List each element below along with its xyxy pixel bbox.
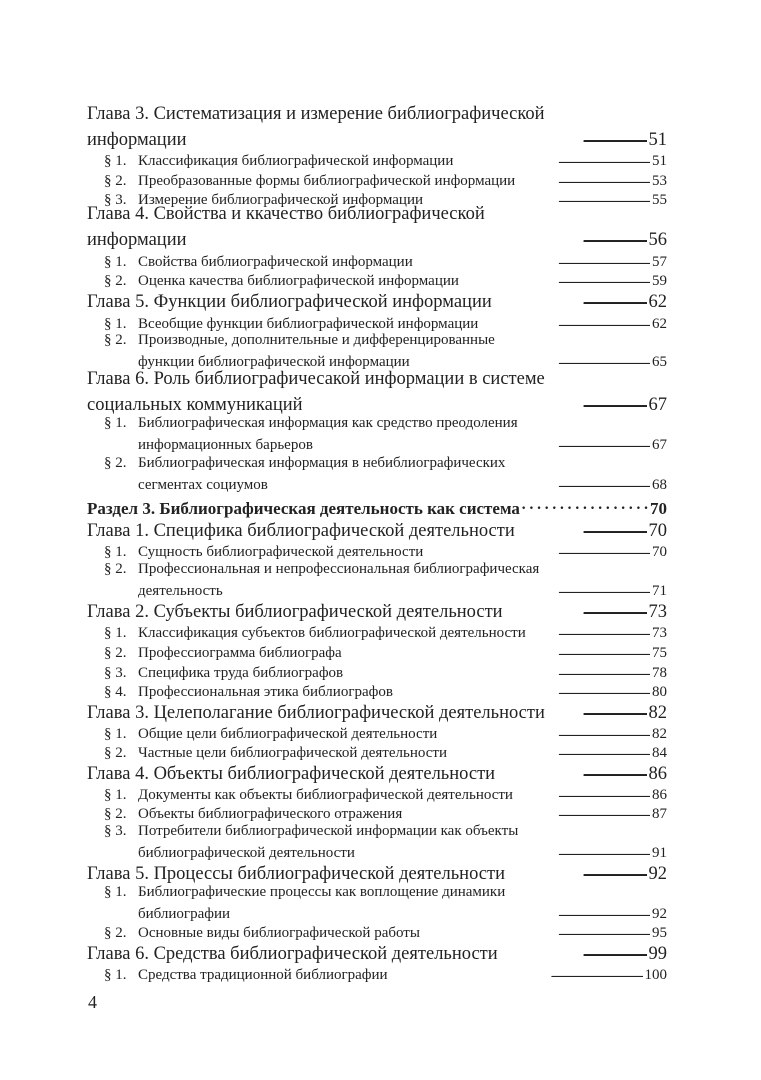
toc-section-entry[interactable] xyxy=(87,150,667,170)
dot-leader xyxy=(225,580,650,595)
page-ref: 80 xyxy=(652,684,667,700)
toc-entry-title xyxy=(104,153,453,170)
entry-text: Библиографическая информация в небиблиографических xyxy=(138,455,506,471)
toc-entry-title xyxy=(104,823,518,840)
section-number: § 2. xyxy=(104,561,127,577)
toc-section-entry[interactable] xyxy=(87,541,667,561)
toc-section-entry[interactable] xyxy=(87,642,667,662)
dot-leader xyxy=(232,903,650,918)
dot-leader xyxy=(422,922,650,937)
toc-entry-title xyxy=(104,884,505,901)
toc-entry-title xyxy=(104,625,526,642)
entry-text: Свойства библиографической информации xyxy=(138,254,413,270)
dot-leader xyxy=(547,699,647,718)
toc-entry-title xyxy=(138,906,230,923)
dot-leader xyxy=(305,391,647,410)
toc-entry-title xyxy=(104,415,518,432)
page-ref: 92 xyxy=(652,906,667,922)
section-number: § 3. xyxy=(104,823,127,839)
dot-leader xyxy=(270,474,650,489)
page-ref: 53 xyxy=(652,173,667,189)
toc-chapter-entry[interactable] xyxy=(87,760,667,785)
toc-section-entry[interactable] xyxy=(87,903,667,923)
entry-text: Глава 2. Субъекты библиографической деятельности xyxy=(87,601,503,622)
entry-text: сегментах социумов xyxy=(138,477,268,493)
page-ref: 70 xyxy=(650,499,667,518)
section-number: § 1. xyxy=(104,726,127,742)
page-ref: 78 xyxy=(652,665,667,681)
entry-text: Глава 4. Объекты библиографической деятельности xyxy=(87,763,496,784)
toc-section-entry[interactable] xyxy=(87,662,667,682)
entry-text: Глава 6. Роль библиографичесакой информации в системе xyxy=(87,369,545,389)
dot-leader xyxy=(522,497,648,514)
section-number: § 1. xyxy=(104,884,127,900)
toc-entry-title xyxy=(87,764,495,785)
dot-leader xyxy=(344,642,650,657)
entry-text: библиографии xyxy=(138,906,231,922)
dot-leader xyxy=(415,251,650,266)
toc-entry-title xyxy=(87,602,503,623)
toc-section-entry[interactable] xyxy=(87,170,667,190)
entry-text: Всеобщие функции библиографической информации xyxy=(138,316,479,332)
dot-leader xyxy=(315,434,650,449)
entry-text: Средства традиционной библиографии xyxy=(138,967,388,983)
dot-leader xyxy=(449,742,650,757)
toc-entry-title xyxy=(138,437,313,454)
toc-section-entry[interactable] xyxy=(87,351,667,371)
dot-leader xyxy=(412,351,650,366)
section-number: § 1. xyxy=(104,415,127,431)
page-ref: 56 xyxy=(648,229,667,250)
toc-entry-title xyxy=(104,254,413,271)
dot-leader xyxy=(390,964,643,979)
toc-chapter-entry[interactable] xyxy=(87,699,667,724)
toc-section-entry[interactable] xyxy=(87,622,667,642)
entry-text: Профессиограмма библиографа xyxy=(138,645,342,661)
page-ref: 84 xyxy=(652,745,667,761)
toc-section-entry[interactable] xyxy=(87,742,667,762)
section-number: § 2. xyxy=(104,273,127,289)
toc-part-entry[interactable] xyxy=(87,497,667,519)
toc-entry-title xyxy=(104,967,388,984)
entry-text: Специфика труда библиографов xyxy=(138,665,344,681)
dot-leader xyxy=(439,723,650,738)
toc-entry-title xyxy=(104,645,342,662)
entry-text: Производные, дополнительные и дифференцированные xyxy=(138,332,495,348)
toc-chapter-entry[interactable] xyxy=(87,517,667,542)
toc-chapter-entry[interactable] xyxy=(87,126,667,151)
page-ref: 73 xyxy=(648,601,667,622)
entry-text: Частные цели библиографической деятельности xyxy=(138,745,447,761)
dot-leader xyxy=(189,226,647,245)
toc-chapter-entry[interactable] xyxy=(87,226,667,251)
toc-section-entry[interactable] xyxy=(87,415,667,432)
dot-leader xyxy=(345,662,650,677)
page-ref: 67 xyxy=(652,437,667,453)
toc-section-entry[interactable] xyxy=(87,313,667,333)
toc-chapter-entry[interactable] xyxy=(87,104,667,125)
section-number: § 1. xyxy=(104,967,127,983)
section-number: § 2. xyxy=(104,455,127,471)
toc-section-entry[interactable] xyxy=(87,842,667,862)
toc-chapter-entry[interactable] xyxy=(87,369,667,390)
entry-text: Классификация библиографической информации xyxy=(138,153,454,169)
toc-entry-title xyxy=(87,499,520,519)
toc-entry-title xyxy=(87,395,303,416)
entry-text: Профессиональная и непрофессиональная библиографическая xyxy=(138,561,540,577)
dot-leader xyxy=(505,598,647,617)
section-number: § 1. xyxy=(104,254,127,270)
entry-text: Глава 5. Процессы библиографической деятельности xyxy=(87,863,505,884)
toc-section-entry[interactable] xyxy=(87,964,667,984)
entry-text: Библиографические процессы как воплощение динамики xyxy=(138,884,506,900)
section-number: § 3. xyxy=(104,192,127,208)
page-ref: 86 xyxy=(652,787,667,803)
entry-text: Профессиональная этика библиографов xyxy=(138,684,393,700)
section-number: § 2. xyxy=(104,925,127,941)
dot-leader xyxy=(357,842,650,857)
entry-text: Основные виды библиографической работы xyxy=(138,925,420,941)
toc-section-entry[interactable] xyxy=(87,803,667,823)
toc-chapter-entry[interactable] xyxy=(87,940,667,965)
toc-entry-title xyxy=(104,806,402,823)
page-ref: 55 xyxy=(652,192,667,208)
toc-entry-title xyxy=(87,944,498,965)
dot-leader xyxy=(494,288,647,307)
dot-leader xyxy=(507,860,647,879)
page-ref: 92 xyxy=(648,863,667,884)
toc-chapter-entry[interactable] xyxy=(87,598,667,623)
page-ref: 100 xyxy=(644,967,667,983)
page-ref: 70 xyxy=(648,520,667,541)
toc-section-entry[interactable] xyxy=(87,723,667,743)
entry-text: Глава 4. Свойства и ккачество библиографической xyxy=(87,204,485,224)
toc-section-entry[interactable] xyxy=(87,784,667,804)
toc-entry-title xyxy=(104,332,495,349)
page-ref: 99 xyxy=(648,943,667,964)
dot-leader xyxy=(425,189,650,204)
dot-leader xyxy=(425,541,650,556)
toc-entry-title xyxy=(87,703,545,724)
toc-section-entry[interactable] xyxy=(87,455,667,472)
page-ref: 82 xyxy=(648,702,667,723)
page-ref: 70 xyxy=(652,544,667,560)
toc-entry-title xyxy=(104,726,437,743)
toc-chapter-entry[interactable] xyxy=(87,391,667,416)
page-ref: 87 xyxy=(652,806,667,822)
toc-entry-title xyxy=(104,316,478,333)
entry-text: Глава 5. Функции библиографической информации xyxy=(87,291,492,312)
entry-text: Глава 6. Средства библиографической деятельности xyxy=(87,943,498,964)
toc-entry-title xyxy=(138,477,268,494)
section-number: § 2. xyxy=(104,645,127,661)
entry-text: социальных коммуникаций xyxy=(87,394,303,415)
toc-section-entry[interactable] xyxy=(87,251,667,271)
toc-section-entry[interactable] xyxy=(87,474,667,494)
entry-text: информации xyxy=(87,129,187,150)
toc-entry-title xyxy=(87,521,515,542)
page-ref: 95 xyxy=(652,925,667,941)
dot-leader xyxy=(517,517,647,536)
page-ref: 75 xyxy=(652,645,667,661)
dot-leader xyxy=(461,270,650,285)
section-number: § 1. xyxy=(104,544,127,560)
entry-text: Документы как объекты библиографической деятельности xyxy=(138,787,513,803)
toc-chapter-entry[interactable] xyxy=(87,860,667,885)
entry-text: библиографической деятельности xyxy=(138,845,355,861)
page-ref: 51 xyxy=(648,129,667,150)
toc-section-entry[interactable] xyxy=(87,823,667,840)
page-ref: 71 xyxy=(652,583,667,599)
toc-entry-title xyxy=(104,173,515,190)
page-ref: 86 xyxy=(648,763,667,784)
toc-section-entry[interactable] xyxy=(87,332,667,349)
dot-leader xyxy=(189,126,647,145)
page-ref: 57 xyxy=(652,254,667,270)
toc-entry-title xyxy=(104,665,343,682)
toc-section-entry[interactable] xyxy=(87,434,667,454)
entry-text: Объекты библиографического отражения xyxy=(138,806,403,822)
dot-leader xyxy=(497,760,646,779)
entry-text: Общие цели библиографической деятельности xyxy=(138,726,438,742)
entry-text: Классификация субъектов библиографической деятельности xyxy=(138,625,526,641)
page-ref: 68 xyxy=(652,477,667,493)
toc-entry-title xyxy=(87,292,492,313)
section-number: § 1. xyxy=(104,316,127,332)
section-number: § 1. xyxy=(104,153,127,169)
entry-text: Измерение библиографической информации xyxy=(138,192,424,208)
toc-section-entry[interactable] xyxy=(87,561,667,578)
entry-text: информации xyxy=(87,229,187,250)
entry-text: деятельность xyxy=(138,583,223,599)
dot-leader xyxy=(480,313,650,328)
entry-text: Потребители библиографической информации как объекты xyxy=(138,823,519,839)
page-ref: 62 xyxy=(648,291,667,312)
page-ref: 67 xyxy=(648,394,667,415)
toc-entry-title xyxy=(104,455,505,472)
section-number: § 2. xyxy=(104,806,127,822)
page-ref: 59 xyxy=(652,273,667,289)
section-number: § 2. xyxy=(104,745,127,761)
section-number: § 1. xyxy=(104,787,127,803)
toc-entry-title xyxy=(87,369,545,390)
page-ref: 51 xyxy=(652,153,667,169)
toc-entry-title xyxy=(104,787,513,804)
toc-section-entry[interactable] xyxy=(87,922,667,942)
page-ref: 73 xyxy=(652,625,667,641)
entry-text: функции библиографической информации xyxy=(138,354,410,370)
page-ref: 62 xyxy=(652,316,667,332)
entry-text: Библиографическая информация как средство преодоления xyxy=(138,415,518,431)
toc-entry-title xyxy=(104,544,423,561)
entry-text: Оценка качества библиографической информации xyxy=(138,273,459,289)
dot-leader xyxy=(500,940,647,959)
toc-entry-title xyxy=(87,130,187,151)
dot-leader xyxy=(395,681,650,696)
page-ref: 65 xyxy=(652,354,667,370)
entry-text: Глава 3. Целеполагание библиографической деятельности xyxy=(87,702,545,723)
toc-entry-title xyxy=(87,864,505,885)
toc-section-entry[interactable] xyxy=(87,270,667,290)
entry-text: Глава 1. Специфика библиографической деятельности xyxy=(87,520,515,541)
entry-text: Сущность библиографической деятельности xyxy=(138,544,424,560)
entry-text: Раздел 3. Библиографическая деятельность как система xyxy=(87,499,520,518)
toc-chapter-entry[interactable] xyxy=(87,288,667,313)
section-number: § 3. xyxy=(104,665,127,681)
section-number: § 2. xyxy=(104,332,127,348)
section-number: § 4. xyxy=(104,684,127,700)
toc-section-entry[interactable] xyxy=(87,681,667,701)
section-number: § 1. xyxy=(104,625,127,641)
entry-text: Глава 3. Систематизация и измерение библиографической xyxy=(87,104,545,124)
page-ref: 82 xyxy=(652,726,667,742)
dot-leader xyxy=(515,784,650,799)
toc-section-entry[interactable] xyxy=(87,580,667,600)
page-number: 4 xyxy=(88,992,97,1012)
page-ref: 91 xyxy=(652,845,667,861)
dot-leader xyxy=(404,803,650,818)
toc-entry-title xyxy=(87,204,485,225)
entry-text: Преобразованные формы библиографической информации xyxy=(138,173,516,189)
dot-leader xyxy=(528,622,650,637)
entry-text: информационных барьеров xyxy=(138,437,313,453)
toc-entry-title xyxy=(104,561,539,578)
dot-leader xyxy=(455,150,650,165)
toc-chapter-entry[interactable] xyxy=(87,204,667,225)
section-number: § 2. xyxy=(104,173,127,189)
toc-entry-title xyxy=(87,230,187,251)
toc-entry-title xyxy=(87,104,545,125)
dot-leader xyxy=(517,170,650,185)
toc-section-entry[interactable] xyxy=(87,884,667,901)
